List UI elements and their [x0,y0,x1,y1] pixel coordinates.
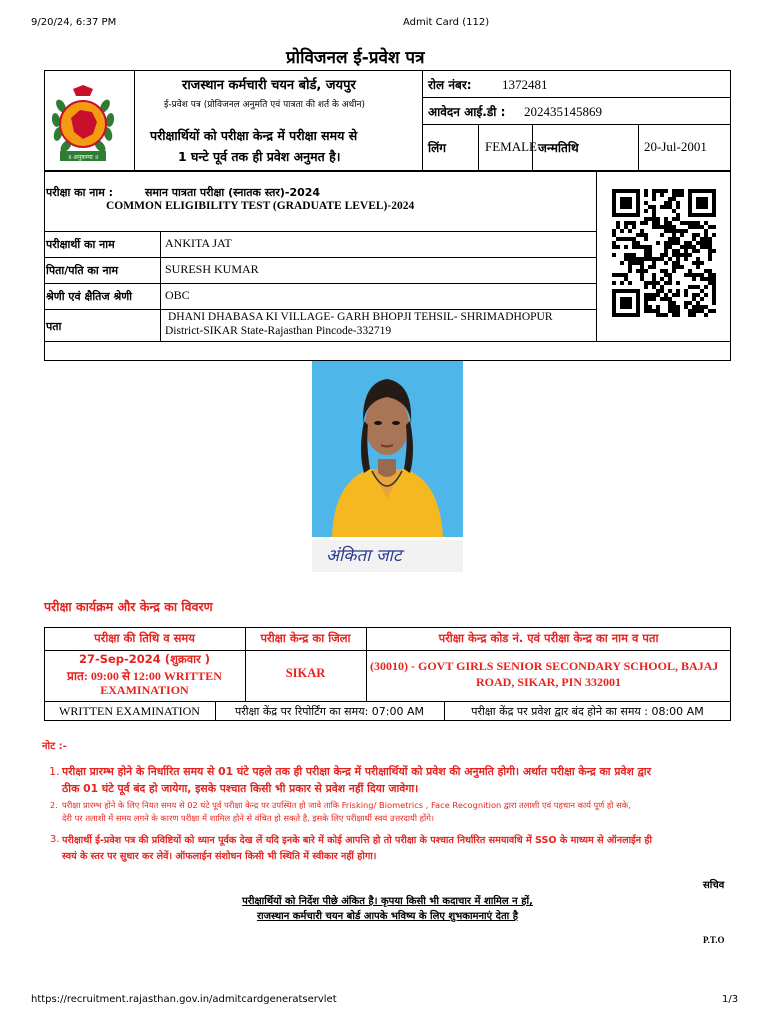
address-line1: DHANI DHABASA KI VILLAGE- GARH BHOPJI TEHSIL- SHRIMADHOPUR [168,311,553,323]
candidate-name-value: ANKITA JAT [165,236,232,250]
candidate-name-label: परीक्षार्थी का नाम [46,238,115,251]
note-2-line2: देरी पर तलाशी में समय लगने के कारण परीक्षा में शामिल होने से वंचित हो सकते है, इसके लिए परीक्षार्थी स्वयं उत्तरदायी होंगे। [62,813,435,823]
candidate-photo [312,361,463,537]
page-title: प्रोविजनल ई-प्रवेश पत्र [286,48,425,68]
centre-line2: ROAD, SIKAR, PIN 332001 [475,675,621,689]
col-header-date-time: परीक्षा की तिथि व समय [94,631,195,645]
secretary-label: सचिव [703,880,725,891]
address-label: पता [46,320,62,333]
row-divider [44,341,731,342]
col-divider [478,124,479,171]
table-line [44,701,731,702]
logo-motto: ॥ अनुकम्पा ॥ [67,154,99,161]
father-name-label: पिता/पति का नाम [46,264,119,277]
gender-label: लिंग [428,141,447,155]
centre-line1: (30010) - GOVT GIRLS SENIOR SECONDARY SCHOOL, BAJAJ [370,659,719,673]
page-number: 1/3 [722,994,739,1005]
note-3-line1: परीक्षार्थी ई-प्रवेश पत्र की प्रविष्टियों को ध्यान पूर्वक देख लें यदि इनके बारे में कोई आपत्ति हो तो परीक्षा के पश्चात निर्धारित समयावधि में SSO के माध्यम से ऑनलाईन ही [62,835,653,846]
reporting-time: परीक्षा केंद्र पर रिपोर्टिंग का समय: 07:00 AM [235,705,424,718]
note-3-line2: स्वयं के स्तर पर सुधार कर लेवें। ऑफलाईन संशोधन किसी भी स्थिति में स्वीकार नहीं होगा। [62,851,377,862]
col-divider [638,124,639,171]
exam-name-label: परीक्षा का नाम : [46,186,114,199]
candidate-signature [312,540,463,572]
note-2-number: 2. [50,801,58,810]
footer-instruction-line1: परीक्षार्थियों को निर्देश पीछे अंकित है। कृपया किसी भी कदाचार में शामिल न हों, [242,896,533,907]
document-title: Admit Card (112) [403,17,490,28]
note-3-number: 3. [50,834,60,845]
table-line [44,309,596,310]
roll-number-label: रोल नंबर: [428,78,472,92]
table-line [44,283,596,284]
note-2-line1: परीक्षा प्रारम्भ होने के लिए नियत समय से 02 घंटे पूर्व परीक्षा केन्द्र पर उपस्थित हो जावे ताकि Frisking/ Biometrics , Face Recognition द्वारा तलाशी एवं पहचान कार्य पूर्ण हो सके, [62,800,631,810]
reporting-notice-line1: परीक्षार्थियों को परीक्षा केन्द्र में परीक्षा समय से [150,128,358,143]
print-datetime: 9/20/24, 6:37 PM [31,17,117,28]
application-id-label: आवेदन आई.डी : [428,105,506,119]
candidate-info-box [44,70,731,171]
qr-code [612,189,716,317]
exam-date: 27-Sep-2024 (शुक्रवार ) [78,652,211,666]
exam-name-hindi: समान पात्रता परीक्षा (स्नातक स्तर)-2024 [145,186,321,199]
schedule-heading: परीक्षा कार्यक्रम और केन्द्र का विवरण [44,599,213,614]
category-value: OBC [165,288,190,302]
exam-name-english: COMMON ELIGIBILITY TEST (GRADUATE LEVEL)-2024 [106,200,415,212]
pto-label: P.T.O [703,935,725,945]
exam-time: प्रात: 09:00 से 12:00 WRITTEN [67,669,222,683]
logo-divider [134,70,135,171]
footer-instruction-line2: राजस्थान कर्मचारी चयन बोर्ड आपके भविष्य के लिए शुभकामनाएं देता है [256,911,519,922]
note-1-number: 1. [49,765,60,778]
signature-text: अंकिता जाट [326,546,402,566]
col-header-district: परीक्षा केन्द्र का जिला [260,631,351,645]
roll-number-value: 1372481 [502,77,548,92]
board-logo [48,84,118,168]
table-line [44,231,596,232]
reporting-notice-line2: 1 घन्टे पूर्व तक ही प्रवेश अनुमत है। [178,149,341,164]
page-url: https://recruitment.rajasthan.gov.in/admitcardgeneratservlet [31,994,337,1005]
table-line [44,257,596,258]
table-col-divider [160,231,161,341]
provisional-subline: ई-प्रवेश पत्र (प्रोविजनल अनुमति एवं पात्रता की शर्त के अधीन) [164,100,366,110]
father-name-value: SURESH KUMAR [165,262,259,276]
gender-value: FEMALE [485,139,537,154]
category-label: श्रेणी एवं क्षैतिज श्रेणी [46,290,133,303]
meta-divider [422,70,423,171]
note-1-line2: ठीक 01 घंटे पूर्व बंद हो जायेगा, इसके पश्चात किसी भी प्रकार से प्रवेश नहीं दिया जावेगा। [62,782,419,795]
dob-value: 20-Jul-2001 [644,139,707,154]
exam-mode: EXAMINATION [100,683,189,697]
gate-closing-time: परीक्षा केंद्र पर प्रवेश द्वार बंद होने का समय : 08:00 AM [471,705,704,718]
qr-divider [596,171,597,341]
exam-district: SIKAR [285,666,326,680]
application-id-value: 202435145869 [524,104,602,119]
address-line2: District-SIKAR State-Rajasthan Pincode-332719 [165,325,392,337]
notes-heading: नोट :- [42,741,67,752]
exam-type: WRITTEN EXAMINATION [59,704,200,718]
row-divider [422,124,731,125]
note-1-line1: परीक्षा प्रारम्भ होने के निर्धारित समय से 01 घंटे पहले तक ही परीक्षा केन्द्र में परीक्षार्थियों को प्रवेश की अनुमति होगी। अर्थात परीक्षा केन्द्र का प्रवेश द्वार [62,765,652,778]
dob-label: जन्मतिथि [538,141,579,155]
row-divider [422,97,731,98]
board-name: राजस्थान कर्मचारी चयन बोर्ड, जयपुर [182,78,356,93]
col-header-centre: परीक्षा केन्द्र कोड नं. एवं परीक्षा केन्द्र का नाम व पता [438,631,659,645]
table-line [44,650,731,651]
